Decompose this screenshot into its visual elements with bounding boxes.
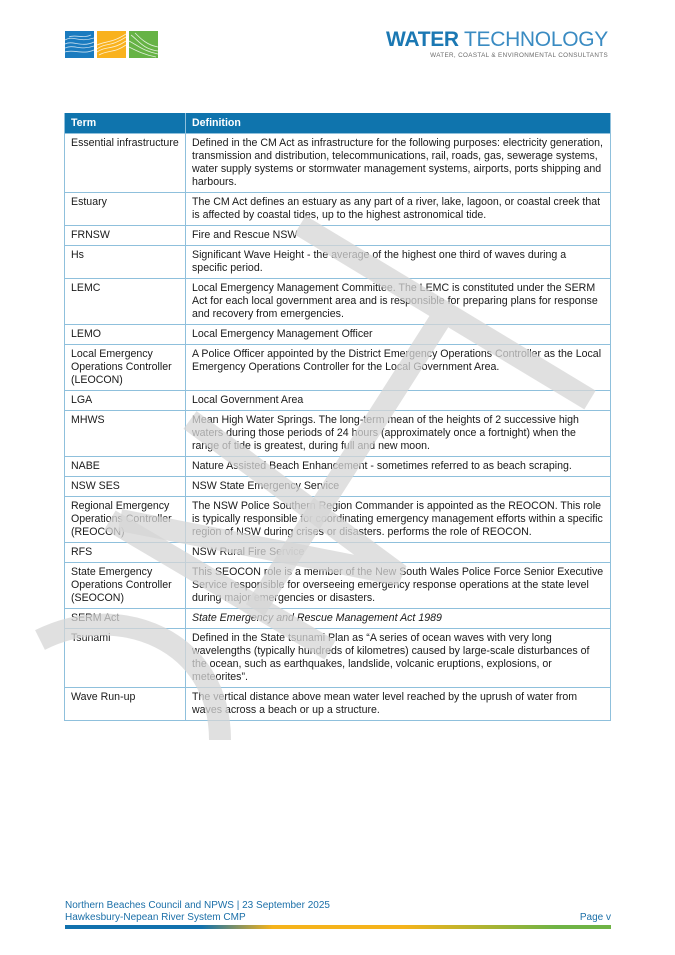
table-row: [65, 246, 611, 279]
coastal-wave-icon: [97, 31, 126, 58]
table-row: [65, 543, 611, 563]
table-row: [65, 609, 611, 629]
footer-client-date: Northern Beaches Council and NPWS | 23 September 2025: [65, 900, 330, 911]
definition-cell: Local Government Area: [186, 391, 611, 411]
definition-cell: Defined in the State tsunami Plan as “A series of ocean waves with very long wavelengths (typically hundreds of kilometres) caused by large-scale disturbances of the ocean, such as earthquakes, landslide, volcanic eruptions, explosions, or meteorites”.: [186, 629, 611, 688]
table-row: [65, 411, 611, 457]
definition-cell: The NSW Police Southern Region Commander is appointed as the REOCON. This role is typically responsible for coordinating emergency management efforts within a specific region of NSW during crises or disasters. performs the role of REOCON.: [186, 497, 611, 543]
table-row: [65, 193, 611, 226]
table-row: [65, 391, 611, 411]
definition-cell: The CM Act defines an estuary as any part of a river, lake, lagoon, or coastal creek that is affected by coastal tides, up to the highest astronomical tide.: [186, 193, 611, 226]
definition-cell: Fire and Rescue NSW: [186, 226, 611, 246]
definition-cell: This SEOCON role is a member of the New South Wales Police Force Senior Executive Service responsible for overseeing emergency response operations at the state level during major emergencies or disasters.: [186, 563, 611, 609]
definition-cell: NSW State Emergency Service: [186, 477, 611, 497]
column-header-definition: Definition: [186, 113, 611, 134]
glossary-table-body: [65, 134, 611, 721]
term-cell: NSW SES: [65, 477, 186, 497]
company-brand: [386, 29, 608, 59]
definition-cell: Local Emergency Management Committee. The LEMC is constituted under the SERM Act for each local government area and is responsible for preparing plans for response and recovery from emergencies.: [186, 279, 611, 325]
term-cell: Estuary: [65, 193, 186, 226]
water-wave-icon: [65, 31, 94, 58]
table-row: [65, 325, 611, 345]
definition-cell: A Police Officer appointed by the District Emergency Operations Controller as the Local Emergency Operations Controller for the Local Government Area.: [186, 345, 611, 391]
page-number: Page v: [579, 911, 611, 923]
brand-tagline: WATER, COASTAL & ENVIRONMENTAL CONSULTANTS: [430, 52, 608, 59]
term-cell: Hs: [65, 246, 186, 279]
table-row: [65, 629, 611, 688]
term-cell: State Emergency Operations Controller (SEOCON): [65, 563, 186, 609]
term-cell: LEMC: [65, 279, 186, 325]
brand-name-bold: WATER: [386, 28, 459, 51]
table-row: [65, 477, 611, 497]
term-cell: MHWS: [65, 411, 186, 457]
definition-cell: [186, 609, 611, 629]
definition-cell: Mean High Water Springs. The long-term mean of the heights of 2 successive high waters during those periods of 24 hours (approximately once a fortnight) when the range of tide is greatest, during full and new moon.: [186, 411, 611, 457]
term-cell: NABE: [65, 457, 186, 477]
definition-cell: NSW Rural Fire Service: [186, 543, 611, 563]
brand-name: [386, 29, 608, 50]
table-row: [65, 345, 611, 391]
act-title: State Emergency and Rescue Management Act 1989: [192, 612, 442, 624]
table-row: [65, 457, 611, 477]
environment-leaf-icon: [129, 31, 158, 58]
table-row: [65, 134, 611, 193]
table-row: [65, 563, 611, 609]
definition-cell: Defined in the CM Act as infrastructure for the following purposes: electricity generation, transmission and distribution, telecommunications, rail, roads, gas, sewerage systems, water supply systems or stormwater management systems, airports, ports shipping and harbours.: [186, 134, 611, 193]
term-cell: LEMO: [65, 325, 186, 345]
term-cell: LGA: [65, 391, 186, 411]
term-cell: Essential infrastructure: [65, 134, 186, 193]
table-row: [65, 688, 611, 721]
term-cell: FRNSW: [65, 226, 186, 246]
term-cell: Tsunami: [65, 629, 186, 688]
table-row: [65, 226, 611, 246]
definition-cell: Significant Wave Height - the average of the highest one third of waves during a specific period.: [186, 246, 611, 279]
column-header-term: Term: [65, 113, 186, 134]
brand-name-light: TECHNOLOGY: [458, 28, 608, 51]
company-logo-icons: [65, 31, 158, 58]
table-row: [65, 497, 611, 543]
table-header-row: [65, 113, 611, 134]
term-cell: Wave Run-up: [65, 688, 186, 721]
term-cell: SERM Act: [65, 609, 186, 629]
glossary-table: [64, 113, 611, 721]
term-cell: Regional Emergency Operations Controller (REOCON): [65, 497, 186, 543]
definition-cell: The vertical distance above mean water level reached by the uprush of water from waves across a beach or up a structure.: [186, 688, 611, 721]
footer-color-bar: [65, 925, 611, 929]
term-cell: Local Emergency Operations Controller (LEOCON): [65, 345, 186, 391]
table-row: [65, 279, 611, 325]
definition-cell: Nature Assisted Beach Enhancement - sometimes referred to as beach scraping.: [186, 457, 611, 477]
footer-document-title: Hawkesbury-Nepean River System CMP: [65, 911, 246, 923]
page-footer: [65, 900, 611, 923]
term-cell: RFS: [65, 543, 186, 563]
definition-cell: Local Emergency Management Officer: [186, 325, 611, 345]
